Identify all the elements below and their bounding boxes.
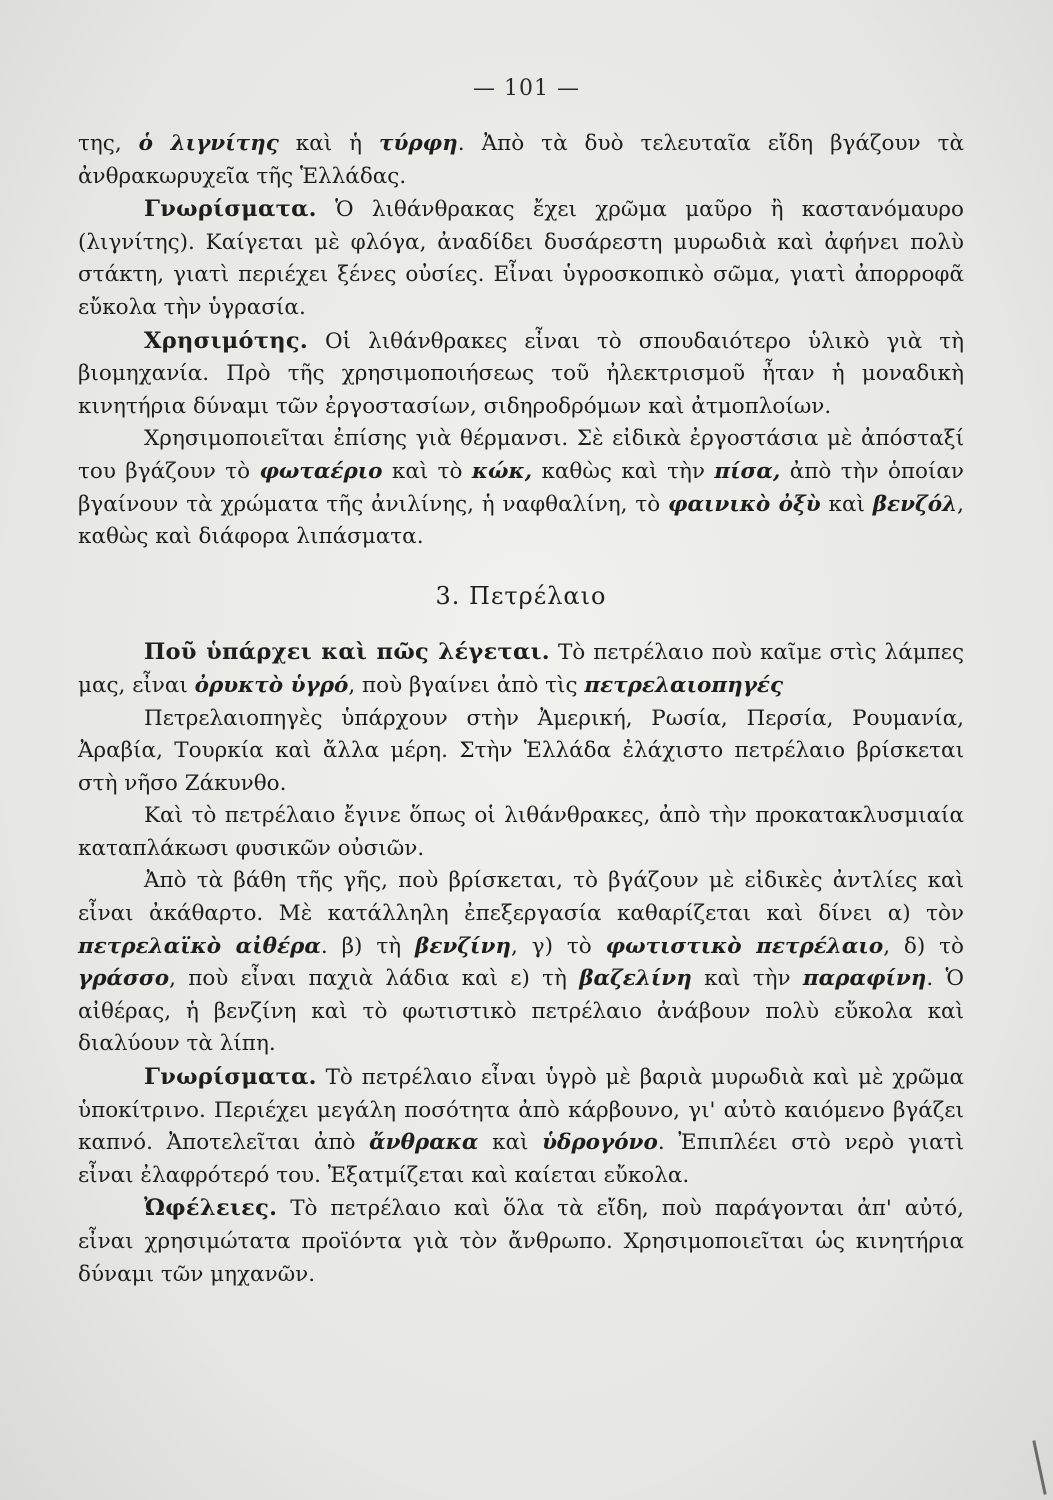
term-peat: τύρφη xyxy=(379,131,458,156)
paragraph-oil-where xyxy=(78,636,964,702)
text-run: καὶ ἡ xyxy=(278,131,379,156)
text-run: , ποὺ βγαίνει ἀπὸ τὶς xyxy=(348,672,585,698)
term-vaseline: βαζελίνη xyxy=(579,966,692,992)
term-petroleum-ether: πετρελαϊκὸ αἰθέρα xyxy=(78,933,321,959)
text-run: Ἀπὸ τὰ βάθη τῆς γῆς, ποὺ βρίσκεται, τὸ βγάζουν μὲ εἰδικὲς ἀντλίες καὶ εἶναι ἀκάθαρτο. Μὲ κατάλληλη ἐπεξεργασία καθαρίζεται καὶ δίνει α) τὸν xyxy=(78,868,964,927)
term-carbolic-acid: φαινικὸ ὀξὺ xyxy=(668,491,821,517)
paragraph-coal-types xyxy=(78,128,964,193)
term-pitch: πίσα, xyxy=(714,458,781,484)
term-hydrogen: ὑδρογόνο xyxy=(542,1130,658,1156)
heading-benefits: Ὠφέλειες. xyxy=(144,1195,278,1222)
paragraph-oil-features xyxy=(78,1061,964,1192)
paragraph-coal-uses xyxy=(78,423,964,553)
text-run: . Ἀπὸ τὰ δυὸ τελευταῖα εἴδη βγάζουν τὰ ἀνθρακωρυχεῖα τῆς Ἑλλάδας. xyxy=(78,131,964,189)
text-run: Τὸ πετρέλαιο εἶναι ὑγρὸ μὲ βαριὰ μυρωδιὰ καὶ μὲ χρῶμα ὑποκίτρινο. Περιέχει μεγάλη ποσότητα ἀπὸ κάρβουνο, γι' αὐτὸ καιόμενο βγάζει καπνό. Ἀποτελεῖται ἀπὸ xyxy=(78,1065,964,1156)
text-run: καὶ xyxy=(820,491,873,517)
text-run: καθὼς καὶ τὴν xyxy=(532,458,715,484)
term-coal-gas: φωταέριο xyxy=(259,458,383,484)
term-paraffin: παραφίνη xyxy=(802,966,927,992)
section-title: 3. Πετρέλαιο xyxy=(435,581,607,610)
term-kerosene: φωτιστικὸ πετρέλαιο xyxy=(605,933,884,959)
text-run: Χρησιμοποιεῖται ἐπίσης γιὰ θέρμανσι. Σὲ εἰδικὰ ἐργοστάσια μὲ ἀπόσταξί του βγάζουν τὸ xyxy=(78,426,964,484)
heading-features: Γνωρίσματα. xyxy=(144,196,317,223)
term-benzol: βενζόλ xyxy=(872,491,958,517)
text-run: Ὁ λιθάνθρακας ἔχει χρῶμα μαῦρο ἢ καστανόμαυρο (λιγνίτης). Καίγεται μὲ φλόγα, ἀναδίδει δυσάρεστη μυρωδιὰ καὶ ἀφήνει πολὺ στάκτη, γιατὶ περιέχει ξένες οὐσίες. Εἶναι ὑγροσκοπικὸ σῶμα, γιατὶ ἀπορροφᾶ εὔκολα τὴν ὑγρασία. xyxy=(78,197,964,320)
text-run: Οἱ λιθάνθρακες εἶναι τὸ σπουδαιότερο ὑλικὸ γιὰ τὴ βιομηχανία. Πρὸ τῆς χρησιμοποιήσεως τοῦ ἠλεκτρισμοῦ ἦταν ἡ μοναδικὴ κινητήρια δύναμι τῶν ἐργοστασίων, σιδηροδρόμων καὶ ἀτμοπλοίων. xyxy=(78,328,964,419)
term-carbon: ἄνθρακα xyxy=(369,1130,479,1156)
page-edge-mark xyxy=(1032,1440,1046,1494)
paragraph-oil-locations xyxy=(78,703,964,801)
text-run: , δ) τὸ xyxy=(883,933,965,959)
paragraph-coal-features xyxy=(78,193,964,324)
text-run: καὶ xyxy=(478,1130,543,1156)
text-run: Τὸ πετρέλαιο ποὺ καῖμε στὶς λάμπες μας, εἶναι xyxy=(78,640,964,698)
term-lignite: ὁ λιγνίτης xyxy=(138,131,279,156)
text-run: . Ὁ αἰθέρας, ἡ βενζίνη καὶ τὸ φωτιστικὸ πετρέλαιο ἀνάβουν πολὺ εὔκολα καὶ διαλύουν τὰ λίπη. xyxy=(78,966,965,1057)
term-grease: γράσσο xyxy=(78,966,170,992)
paragraph-coal-usefulness xyxy=(78,325,964,424)
text-run: Καὶ τὸ πετρέλαιο ἔγινε ὅπως οἱ λιθάνθρακες, ἀπὸ τὴν προκατακλυσμιαία καταπλάκωσι φυσικῶν οὐσιῶν. xyxy=(78,803,964,861)
text-run: , ποὺ εἶναι παχιὰ λάδια καὶ ε) τὴ xyxy=(169,966,580,992)
paragraph-oil-origin xyxy=(78,800,964,865)
paragraph-oil-benefits xyxy=(78,1192,964,1291)
page-number: — 101 — xyxy=(473,76,580,101)
term-coke: κώκ, xyxy=(471,458,533,484)
text-run: Πετρελαιοπηγὲς ὑπάρχουν στὴν Ἀμερική, Ρωσία, Περσία, Ρουμανία, Ἀραβία, Τουρκία καὶ ἄλλα μέρη. Στὴν Ἑλλάδα ἐλάχιστο πετρέλαιο βρίσκεται στὴ νῆσο Ζάκυνθο. xyxy=(78,705,964,796)
text-run: ἀπὸ τὴν ὁποίαν βγαίνουν τὰ χρώματα τῆς ἀνιλίνης, ἡ ναφθαλίνη, τὸ xyxy=(78,458,964,517)
text-run: , γ) τὸ xyxy=(511,933,606,959)
text-run: καὶ τὸ xyxy=(382,458,472,484)
text-run: . Ἐπιπλέει στὸ νερὸ γιατὶ εἶναι ἐλαφρότερό του. Ἐξατμίζεται καὶ καίεται εὔκολα. xyxy=(78,1130,964,1188)
heading-usefulness: Χρησιμότης. xyxy=(144,327,309,354)
term-oil-wells: πετρελαιοπηγές xyxy=(584,672,784,698)
page-body xyxy=(78,128,964,1291)
text-run: Τὸ πετρέλαιο καὶ ὅλα τὰ εἴδη, ποὺ παράγονται ἀπ' αὐτό, εἶναι χρησιμώτατα προϊόντα γιὰ τὸν ἄνθρωπο. Χρησιμοποιεῖται ὡς κινητήρια δύναμι τῶν μηχανῶν. xyxy=(78,1196,964,1287)
text-run: καὶ τὴν xyxy=(691,966,803,992)
heading-where: Ποῦ ὑπάρχει καὶ πῶς λέγεται. xyxy=(144,639,550,666)
paragraph-oil-refining xyxy=(78,865,964,1061)
text-run: . β) τὴ xyxy=(320,933,416,959)
term-mineral-liquid: ὀρυκτὸ ὑγρό xyxy=(194,672,349,698)
text-run: , καθὼς καὶ διάφορα λιπάσματα. xyxy=(78,491,965,550)
heading-features: Γνωρίσματα. xyxy=(144,1064,317,1091)
text-run: της, xyxy=(78,131,139,156)
term-gasoline: βενζίνη xyxy=(415,933,511,959)
